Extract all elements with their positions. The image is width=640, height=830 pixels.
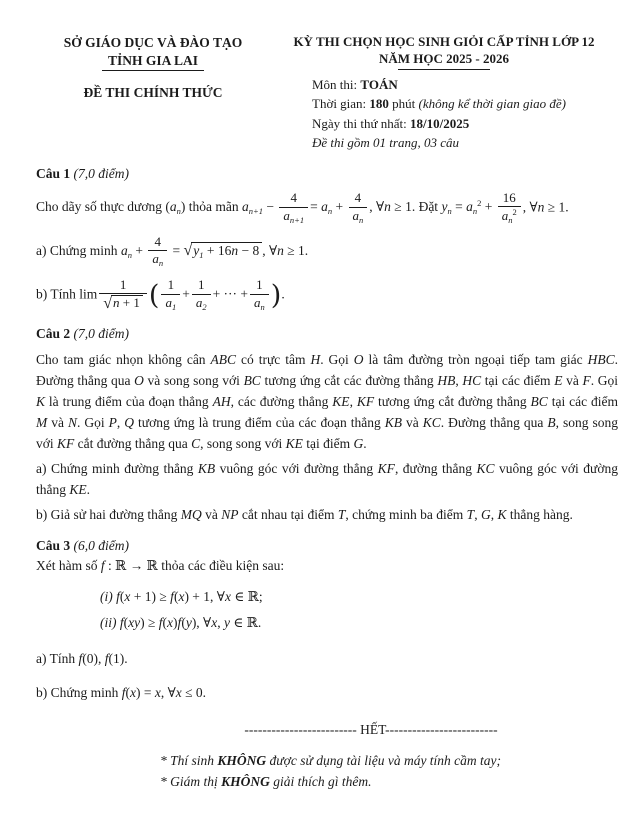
end-divider: ------------------------- HẾT------------------------- [244, 721, 498, 737]
date-line: Ngày thi thứ nhất: 18/10/2025 [312, 115, 470, 131]
section-3-heading: Câu 3 (6,0 điểm) [36, 538, 129, 554]
section-2-body: Cho tam giác nhọn không cân ABC có trực tâm H. Gọi O là tâm đường tròn ngoại tiếp tam giác HBC. Đường thẳng qua O và song song với BC tương ứng cắt các đường thẳng HB, HC tại các điểm E và F. Gọi K là trung điểm của đoạn thẳng AH, các đường thẳng KE, KF tương ứng cắt đường thẳng BC tại các điểm M và N. Gọi P, Q tương ứng là trung điểm của các đoạn thẳng KB và KC. Đường thẳng qua B, song song với KF cắt đường thẳng qua C, song song với KE tại điểm G. [36, 352, 619, 452]
close-paren: ) [270, 279, 282, 311]
issuer-block [36, 34, 270, 102]
exam-type-label: ĐỀ THI CHÍNH THỨC [83, 85, 223, 101]
section-1-heading: Câu 1 (7,0 điểm) [36, 165, 129, 181]
section-3 [36, 538, 618, 704]
fraction: $\frac{16}{a_n^2}$ [498, 191, 521, 226]
section-3-intro: Xét hàm số f : ℝ → ℝ thỏa các điều kiện sau: [36, 558, 285, 574]
exam-details [312, 75, 618, 153]
header-right-divider [398, 69, 490, 70]
exam-footer [36, 722, 618, 793]
header-left-divider [102, 70, 204, 71]
fraction: $\frac{4}{a_n}$ [349, 191, 368, 225]
square-root: √n + 1 [103, 295, 143, 313]
exam-title: KỲ THI CHỌN HỌC SINH GIỎI CẤP TỈNH LỚP 12 [293, 34, 595, 49]
exam-info-block [270, 34, 618, 153]
section-2-part-b: b) Giả sử hai đường thẳng MQ và NP cắt nhau tại điểm T, chứng minh ba điểm T, G, K thẳng hàng. [36, 506, 573, 522]
fraction: $\frac{4}{a_{n+1}}$ [279, 191, 308, 225]
subject-line: Môn thi: TOÁN [312, 76, 398, 92]
fraction: $\frac{4}{a_n}$ [148, 235, 167, 269]
section-2-part-a: a) Chứng minh đường thẳng KB vuông góc với đường thẳng KF, đường thẳng KC vuông góc với đường thẳng KE. [36, 461, 618, 497]
radical-sign: √ [183, 241, 193, 259]
section-2 [36, 326, 618, 525]
fraction: $\frac{1}{a_2}$ [192, 278, 211, 312]
intro-text: Cho dãy số thực dương $(a_n)$ thỏa mãn $a_{n+1}$ − [36, 199, 278, 217]
section-1-intro: Cho dãy số thực dương $(a_n)$ thỏa mãn $a_{n+1}$ − $\frac{4}{a_{n+1}}$ = $a_n$ + $\frac{4}{a_n}$ , ∀n ≥ 1. Đặt $y_n = a_n^2$ + $\frac{16}{a_n^2}$ , ∀n ≥ 1. [36, 189, 569, 226]
section-3-part-a: a) Tính f(0), f(1). [36, 651, 128, 667]
exam-header [36, 34, 618, 153]
exam-notes [160, 751, 618, 793]
time-line: Thời gian: 180 phút (không kể thời gian giao đề) [312, 96, 566, 112]
square-root: $√y_1 + 16n - 8$ [183, 242, 262, 260]
condition-ii: (ii) f(xy) ≥ f(x)f(y), ∀x, y ∈ ℝ. [100, 615, 262, 631]
note-students: * Thí sinh KHÔNG được sử dụng tài liệu và máy tính cầm tay; [160, 753, 502, 769]
section-1-part-b: b) Tính lim $\frac{1}{√n + 1}$ ( $\frac{1}{a_1}$ + $\frac{1}{a_2}$ + ··· + $\frac{1}{a_n}$ ). [36, 276, 285, 313]
section-3-part-b: b) Chứng minh f(x) = x, ∀x ≤ 0. [36, 685, 207, 701]
pages-line: Đề thi gồm 01 trang, 03 câu [312, 135, 459, 151]
fraction: $\frac{1}{a_1}$ [161, 278, 180, 312]
section-1 [36, 166, 618, 313]
open-paren: ( [148, 279, 160, 311]
fraction: $\frac{1}{a_n}$ [250, 278, 269, 312]
section-2-heading: Câu 2 (7,0 điểm) [36, 326, 129, 342]
province-name: TỈNH GIA LAI [107, 52, 199, 68]
section-1-part-a: a) Chứng minh $a_n$ + $\frac{4}{a_n}$ = $√y_1 + 16n - 8$ , ∀n ≥ 1. [36, 233, 309, 269]
fraction: $\frac{1}{√n + 1}$ [99, 278, 147, 313]
condition-i: (i) f(x + 1) ≥ f(x) + 1, ∀x ∈ ℝ; [100, 589, 263, 605]
radical-sign: √ [103, 295, 113, 313]
note-proctors: * Giám thị KHÔNG giải thích gì thêm. [160, 774, 372, 790]
department-name: SỞ GIÁO DỤC VÀ ĐÀO TẠO [63, 35, 243, 50]
school-year: NĂM HỌC 2025 - 2026 [379, 50, 509, 66]
